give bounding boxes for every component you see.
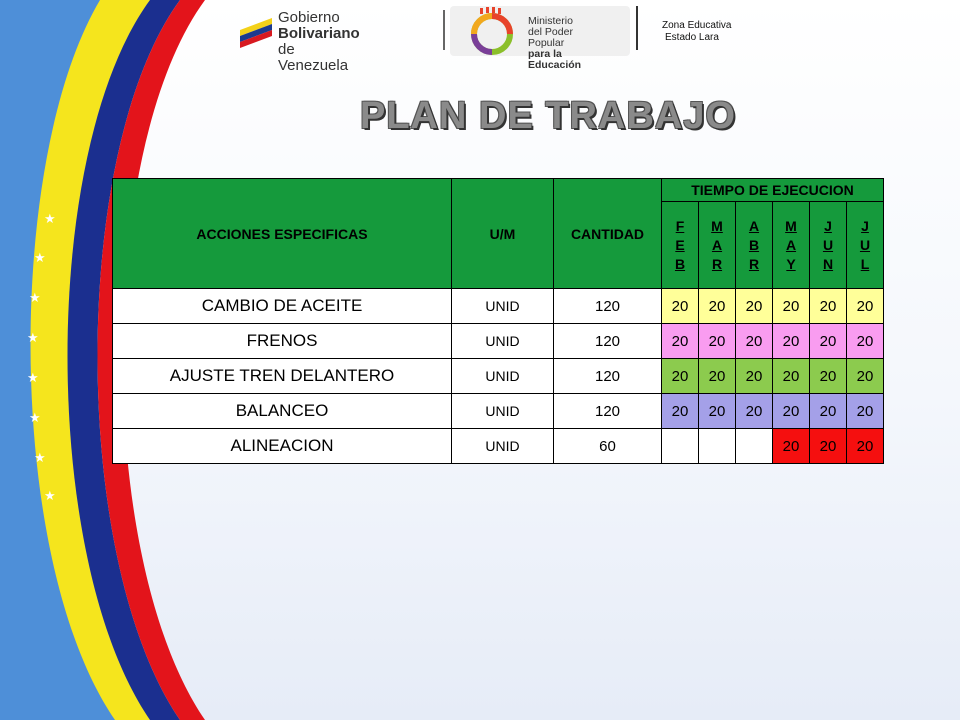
cell-cantidad: 60 — [554, 429, 662, 464]
cell-value: 20 — [847, 394, 884, 429]
zona-line2: Estado Lara — [665, 32, 719, 43]
cell-um: UNID — [452, 359, 554, 394]
cell-value: 20 — [736, 289, 773, 324]
tricolor-wing-icon — [240, 18, 272, 48]
cell-value: 20 — [773, 324, 810, 359]
month-jun: J U N — [810, 202, 847, 289]
table-row — [113, 359, 884, 394]
zona-educativa — [662, 20, 732, 44]
cell-value: 20 — [736, 359, 773, 394]
cell-value — [699, 429, 736, 464]
cell-value: 20 — [810, 394, 847, 429]
cell-um: UNID — [452, 394, 554, 429]
gov-line1: Gobierno — [278, 9, 340, 26]
cell-um: UNID — [452, 324, 554, 359]
cell-value: 20 — [699, 324, 736, 359]
star-icon: ★ — [44, 212, 56, 227]
cell-value: 20 — [662, 324, 699, 359]
cell-value: 20 — [847, 289, 884, 324]
cell-accion: FRENOS — [113, 324, 452, 359]
cell-value: 20 — [847, 359, 884, 394]
government-name — [278, 10, 360, 74]
ministry-line2: del Poder Popular — [528, 26, 573, 49]
cell-value: 20 — [773, 394, 810, 429]
table-row — [113, 394, 884, 429]
star-icon: ★ — [27, 371, 39, 386]
star-icon: ★ — [34, 251, 46, 266]
header-divider — [443, 10, 445, 50]
cell-value — [662, 429, 699, 464]
cell-value: 20 — [699, 289, 736, 324]
cell-accion: AJUSTE TREN DELANTERO — [113, 359, 452, 394]
work-plan-table — [112, 178, 884, 464]
cell-cantidad: 120 — [554, 394, 662, 429]
month-abr: A B R — [736, 202, 773, 289]
cell-value: 20 — [736, 324, 773, 359]
table-header-row — [113, 179, 884, 202]
cell-value: 20 — [662, 394, 699, 429]
month-mar: M A R — [699, 202, 736, 289]
gov-line1-bold: Bolivariano — [278, 25, 360, 42]
cell-value: 20 — [810, 359, 847, 394]
star-icon: ★ — [27, 331, 39, 346]
cell-cantidad: 120 — [554, 289, 662, 324]
star-icon: ★ — [29, 411, 41, 426]
star-icon: ★ — [29, 291, 41, 306]
cell-value: 20 — [847, 429, 884, 464]
gov-line2: de Venezuela — [278, 41, 349, 74]
header-cantidad: CANTIDAD — [554, 179, 662, 289]
cell-um: UNID — [452, 429, 554, 464]
cell-value: 20 — [773, 359, 810, 394]
star-icon: ★ — [34, 451, 46, 466]
cell-um: UNID — [452, 289, 554, 324]
header-tiempo: TIEMPO DE EJECUCION — [662, 179, 884, 202]
ministry-line1: Ministerio — [528, 15, 573, 27]
cell-cantidad: 120 — [554, 324, 662, 359]
header-um: U/M — [452, 179, 554, 289]
ministry-name — [528, 16, 581, 71]
header-acciones: ACCIONES ESPECIFICAS — [113, 179, 452, 289]
cell-cantidad: 120 — [554, 359, 662, 394]
zona-line1: Zona Educativa — [662, 20, 732, 31]
cell-value: 20 — [847, 324, 884, 359]
cell-value: 20 — [736, 394, 773, 429]
cell-value: 20 — [773, 289, 810, 324]
month-feb: F E B — [662, 202, 699, 289]
cell-value: 20 — [773, 429, 810, 464]
table-row — [113, 289, 884, 324]
table-row — [113, 324, 884, 359]
cell-value: 20 — [662, 359, 699, 394]
month-may: M A Y — [773, 202, 810, 289]
cell-accion: BALANCEO — [113, 394, 452, 429]
cell-accion: ALINEACION — [113, 429, 452, 464]
cell-value: 20 — [810, 429, 847, 464]
cell-value: 20 — [662, 289, 699, 324]
cell-value: 20 — [810, 289, 847, 324]
ministry-line3: para la Educación — [528, 48, 582, 71]
cell-accion: CAMBIO DE ACEITE — [113, 289, 452, 324]
table-row — [113, 429, 884, 464]
star-icon: ★ — [44, 489, 56, 504]
month-jul: J U L — [847, 202, 884, 289]
cell-value: 20 — [699, 394, 736, 429]
cell-value: 20 — [699, 359, 736, 394]
cell-value — [736, 429, 773, 464]
header-divider — [636, 6, 638, 50]
ministry-emblem-icon — [450, 6, 530, 56]
cell-value: 20 — [810, 324, 847, 359]
page-title: PLAN DE TRABAJO — [360, 95, 737, 137]
